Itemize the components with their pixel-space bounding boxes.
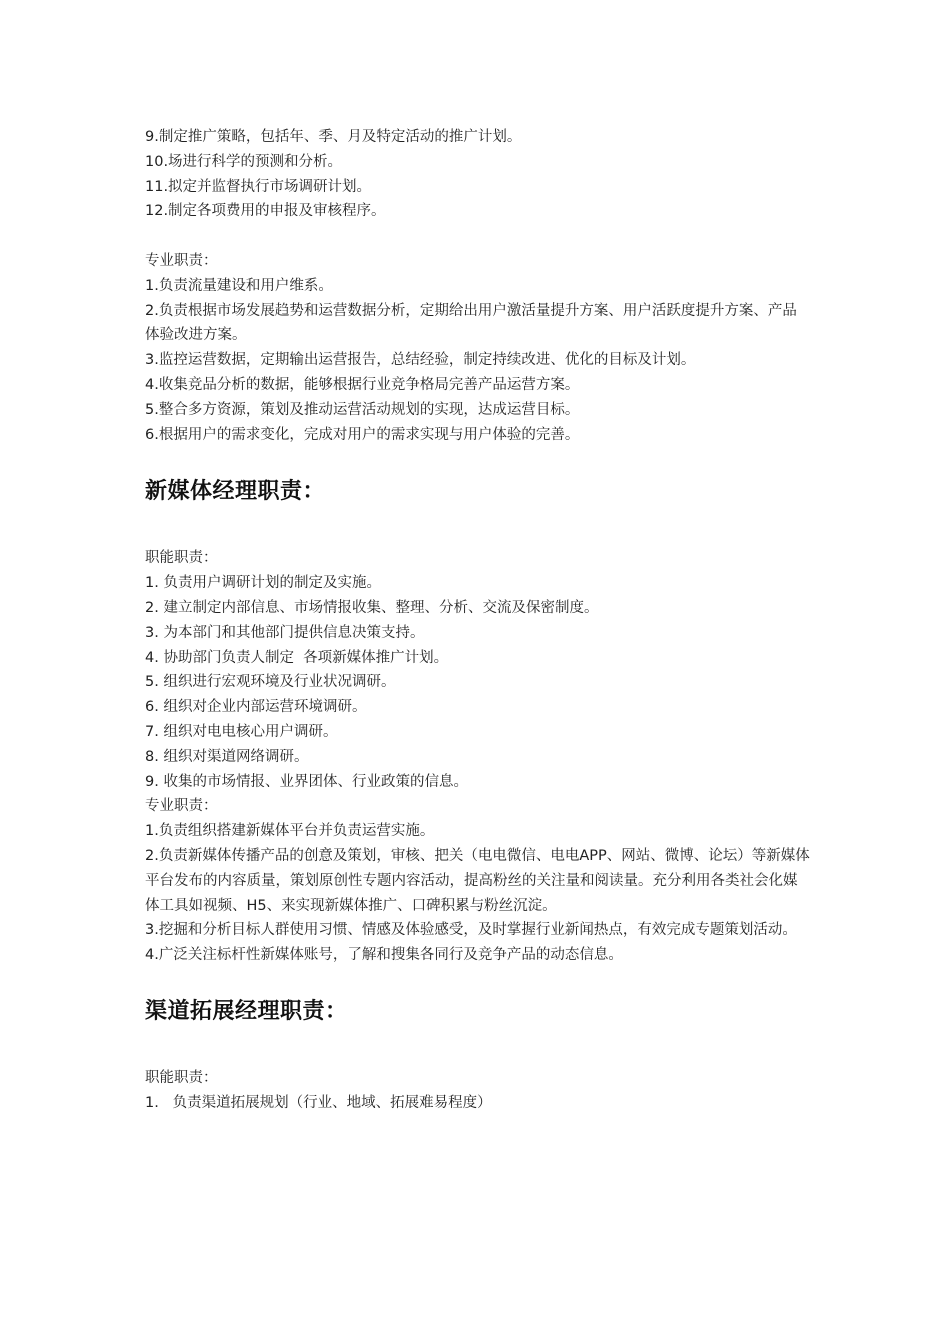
list-item: 1.负责流量建设和用户维系。 bbox=[145, 277, 333, 294]
list-item: 3. 为本部门和其他部门提供信息决策支持。 bbox=[145, 624, 425, 641]
list-item: 3.挖掘和分析目标人群使用习惯、情感及体验感受，及时掌握行业新闻热点，有效完成专题策划活动。 bbox=[145, 922, 797, 939]
list-item: 11.拟定并监督执行市场调研计划。 bbox=[145, 178, 372, 195]
list-item: 1.负责组织搭建新媒体平台并负责运营实施。 bbox=[145, 823, 435, 840]
blank-line bbox=[145, 224, 810, 249]
list-item: 2. 建立制定内部信息、市场情报收集、整理、分析、交流及保密制度。 bbox=[145, 599, 599, 616]
list-item: 3.监控运营数据，定期输出运营报告，总结经验，制定持续改进、优化的目标及计划。 bbox=[145, 352, 696, 369]
list-item: 1. 负责渠道拓展规划（行业、地域、拓展难易程度） bbox=[145, 1094, 492, 1111]
list-item: 8. 组织对渠道网络调研。 bbox=[145, 748, 309, 765]
list-item: 2.负责新媒体传播产品的创意及策划，审核、把关（电电微信、电电APP、网站、微博、论坛）等新媒体平台发布的内容质量，策划原创性专题内容活动，提高粉丝的关注量和阅读量。充分利用各类社会化媒体工具如视频、H5、来实现新媒体推广、口碑积累与粉丝沉淀。 bbox=[145, 847, 810, 914]
spacer bbox=[145, 1042, 810, 1066]
list-item: 7. 组织对电电核心用户调研。 bbox=[145, 723, 338, 740]
section-label: 专业职责： bbox=[145, 798, 218, 815]
document-page bbox=[145, 125, 810, 1116]
list-item: 5. 组织进行宏观环境及行业状况调研。 bbox=[145, 674, 396, 691]
section-label: 专业职责： bbox=[145, 252, 218, 269]
list-item: 9. 收集的市场情报、业界团体、行业政策的信息。 bbox=[145, 773, 468, 790]
list-item: 4. 协助部门负责人制定 各项新媒体推广计划。 bbox=[145, 649, 449, 666]
list-item: 5.整合多方资源，策划及推动运营活动规划的实现，达成运营目标。 bbox=[145, 401, 580, 418]
section-label: 职能职责： bbox=[145, 1069, 218, 1086]
list-item: 6. 组织对企业内部运营环境调研。 bbox=[145, 699, 367, 716]
section-heading-new-media: 新媒体经理职责： bbox=[145, 479, 326, 505]
list-item: 4.收集竞品分析的数据，能够根据行业竞争格局完善产品运营方案。 bbox=[145, 376, 580, 393]
section-heading-channel: 渠道拓展经理职责： bbox=[145, 998, 348, 1024]
list-item: 9.制定推广策略，包括年、季、月及特定活动的推广计划。 bbox=[145, 129, 522, 145]
list-item: 12.制定各项费用的申报及审核程序。 bbox=[145, 203, 386, 220]
list-item: 2.负责根据市场发展趋势和运营数据分析，定期给出用户激活量提升方案、用户活跃度提升方案、产品体验改进方案。 bbox=[145, 302, 797, 344]
list-item: 4.广泛关注标杆性新媒体账号，了解和搜集各同行及竞争产品的动态信息。 bbox=[145, 947, 623, 964]
section-label: 职能职责： bbox=[145, 550, 218, 567]
list-item: 6.根据用户的需求变化，完成对用户的需求实现与用户体验的完善。 bbox=[145, 426, 580, 443]
list-item: 10.场进行科学的预测和分析。 bbox=[145, 153, 343, 170]
list-item: 1. 负责用户调研计划的制定及实施。 bbox=[145, 575, 381, 592]
spacer bbox=[145, 522, 810, 546]
